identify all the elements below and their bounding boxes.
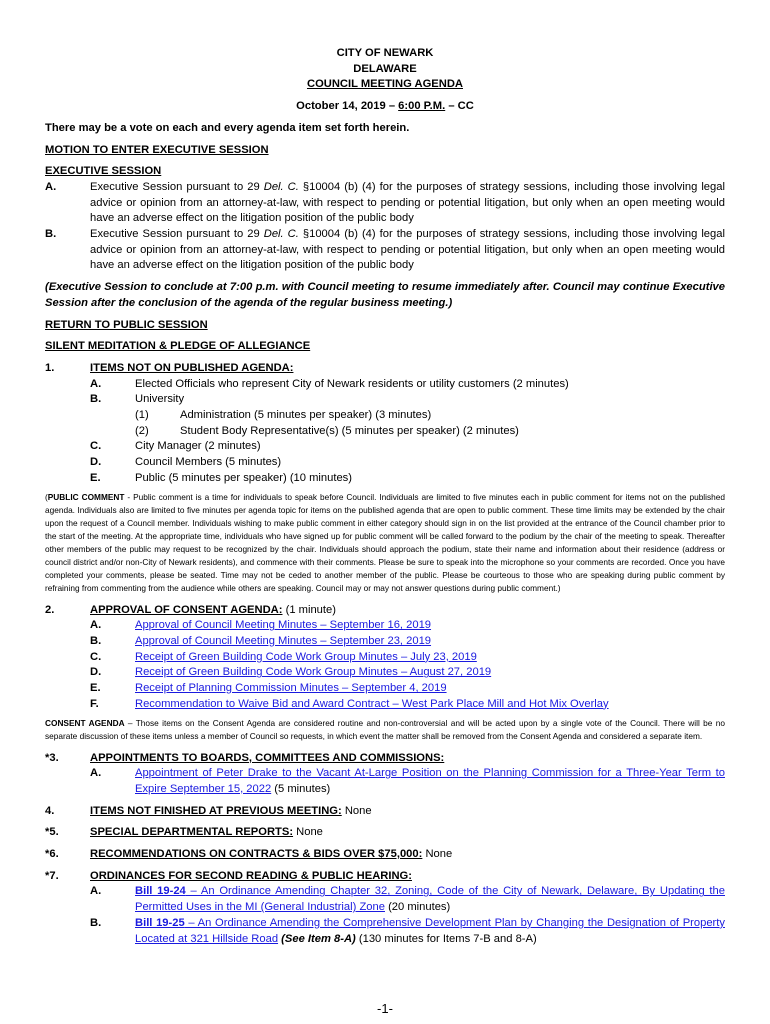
- s1-item-a: A. Elected Officials who represent City of Newark residents or utility customers (2 minutes): [90, 377, 569, 390]
- city-name: CITY OF NEWARK: [336, 47, 434, 59]
- s1-item-b2: (2) Student Body Representative(s) (5 minutes per speaker) (2 minutes): [135, 424, 519, 437]
- appointment-link[interactable]: Appointment of Peter Drake to the Vacant At-Large Position on the Planning Commission for a Three-Year Term to Expire September 15, 2022: [135, 767, 725, 795]
- bill-19-24-link[interactable]: Bill 19-24 – An Ordinance Amending Chapter 32, Zoning, Code of the City of Newark, Delaware, By Updating the Permitted Uses in the MI (General Industrial) Zone: [135, 885, 725, 914]
- s2-item-a[interactable]: A. Approval of Council Meeting Minutes – September 16, 2019: [45, 618, 725, 634]
- s2-item-c[interactable]: C. Receipt of Green Building Code Work Group Minutes – July 23, 2019: [45, 650, 725, 666]
- motion-executive-session: MOTION TO ENTER EXECUTIVE SESSION: [45, 143, 269, 156]
- bill-19-25-link[interactable]: Bill 19-25 – An Ordinance Amending the Comprehensive Development Plan by Changing the Designation of Property Located at 321 Hillside Road: [135, 916, 725, 945]
- public-comment-note: (PUBLIC COMMENT - Public comment is a time for individuals to speak before Council. Individuals are limited to five minutes each in public comment for items not on the published agenda. Individuals also are limited to five minutes per agenda topic for items on the published agenda that are open to public comment. These time limits may be extended by the chair upon the request of a Council member. Individuals wishing to make public comment in either category should sign in on the list provided at the entrance of the Council chamber prior to the start of the meeting. At the appropriate time, individuals who have signed up for public comment will be called forward to the podium by the chair of the meeting to speak. Thereafter other members of the public may request to be recognized by the chair. Individuals should approach the podium, state their name and information about their residence (address or council district and/or non-City of Newark residents), and commence with their comments. Please be sure to speak into the microphone so your comments are recorded. Once you have completed your comments, please be seated. Time may not be ceded to another member of the public. Please be courteous to those who are speaking during public comment by refraining from commenting from the audience while others are speaking. Council may or may not answer questions during public comment.): [45, 491, 725, 593]
- section-5: *5. SPECIAL DEPARTMENTAL REPORTS: None: [45, 826, 323, 839]
- minutes-sep16-link[interactable]: Approval of Council Meeting Minutes – September 16, 2019: [135, 619, 432, 632]
- s1-item-b1: (1) Administration (5 minutes per speaker) (3 minutes): [135, 409, 432, 422]
- state-name: DELAWARE: [353, 62, 417, 75]
- page-number: -1-: [377, 1001, 393, 1016]
- s7-item-b[interactable]: B. Bill 19-25 – An Ordinance Amending the Comprehensive Development Plan by Changing the Designation of Property Located at 321 Hillside Road (See Item 8-A) (130 minutes for Items 7-B and 8-A): [90, 916, 725, 945]
- consent-agenda-note: CONSENT AGENDA – Those items on the Consent Agenda are considered routine and non-controversial and will be acted upon by a single vote of the Council. There will be no separate discussion of these items unless a member of Council so requests, in which event the matter shall be removed from the Consent Agenda and considered a separate item.: [45, 717, 725, 741]
- s2-item-d[interactable]: D. Receipt of Green Building Code Work Group Minutes – August 27, 2019: [45, 665, 725, 681]
- s1-item-b: B. University: [90, 393, 185, 406]
- s7-item-a[interactable]: A. Bill 19-24 – An Ordinance Amending Chapter 32, Zoning, Code of the City of Newark, Delaware, By Updating the Permitted Uses in the MI (General Industrial) Zone (20 minutes): [90, 885, 725, 914]
- executive-session-note: (Executive Session to conclude at 7:00 p.m. with Council meeting to resume immediately after. Council may continue Executive Session after the conclusion of the agenda of the regular business meeting.): [45, 281, 725, 309]
- planning-commission-link[interactable]: Receipt of Planning Commission Minutes – September 4, 2019: [135, 682, 447, 695]
- meeting-datetime: October 14, 2019 – 6:00 P.M. – CC: [296, 100, 474, 113]
- green-building-jul23-link[interactable]: Receipt of Green Building Code Work Group Minutes – July 23, 2019: [135, 650, 477, 663]
- s2-item-e[interactable]: E. Receipt of Planning Commission Minutes – September 4, 2019: [45, 681, 725, 697]
- agenda-title: COUNCIL MEETING AGENDA: [306, 78, 463, 91]
- executive-session-heading: EXECUTIVE SESSION: [45, 165, 162, 178]
- exec-item-a: A. Executive Session pursuant to 29 Del. C. §10004 (b) (4) for the purposes of strategy sessions, including those involving legal advice or opinion from an attorney-at-law, with respect to pending or potential litigation, but only when an open meeting would have an adverse effect on the litigation position of the public body: [45, 180, 725, 225]
- silent-meditation: SILENT MEDITATION & PLEDGE OF ALLEGIANCE: [45, 340, 311, 353]
- section-2-heading: 2. APPROVAL OF CONSENT AGENDA: (1 minute): [45, 603, 336, 616]
- exec-item-b: B. Executive Session pursuant to 29 Del. C. §10004 (b) (4) for the purposes of strategy sessions, including those involving legal advice or opinion from an attorney-at-law, with respect to pending or potential litigation, but only when an open meeting would have an adverse effect on the litigation position of the public body: [45, 228, 725, 272]
- s2-item-f[interactable]: F. Recommendation to Waive Bid and Award Contract – West Park Place Mill and Hot Mix Overlay: [45, 697, 725, 713]
- waive-bid-link[interactable]: Recommendation to Waive Bid and Award Contract – West Park Place Mill and Hot Mix Overlay: [135, 697, 609, 710]
- s1-item-c: C. City Manager (2 minutes): [90, 440, 261, 453]
- section-1-heading: 1. ITEMS NOT ON PUBLISHED AGENDA:: [45, 361, 294, 374]
- green-building-aug27-link[interactable]: Receipt of Green Building Code Work Group Minutes – August 27, 2019: [135, 666, 492, 679]
- section-3-heading: *3. APPOINTMENTS TO BOARDS, COMMITTEES AND COMMISSIONS:: [45, 751, 445, 764]
- s1-item-e: E. Public (5 minutes per speaker) (10 minutes): [90, 471, 353, 484]
- meeting-time: 6:00 P.M.: [398, 100, 446, 113]
- s3-item-a[interactable]: A. Appointment of Peter Drake to the Vacant At-Large Position on the Planning Commission for a Three-Year Term to Expire September 15, 2022 (5 minutes): [90, 767, 725, 795]
- s2-item-b[interactable]: B. Approval of Council Meeting Minutes – September 23, 2019: [45, 634, 725, 650]
- section-4: 4. ITEMS NOT FINISHED AT PREVIOUS MEETING: None: [45, 804, 372, 817]
- return-public-session: RETURN TO PUBLIC SESSION: [45, 318, 208, 331]
- vote-note: There may be a vote on each and every agenda item set forth herein.: [45, 121, 410, 134]
- minutes-sep23-link[interactable]: Approval of Council Meeting Minutes – September 23, 2019: [135, 634, 432, 647]
- s1-item-d: D. Council Members (5 minutes): [90, 456, 282, 469]
- agenda-page: [45, 46, 725, 947]
- section-6: *6. RECOMMENDATIONS ON CONTRACTS & BIDS OVER $75,000: None: [45, 848, 453, 861]
- section-7-heading: *7. ORDINANCES FOR SECOND READING & PUBLIC HEARING:: [45, 869, 412, 882]
